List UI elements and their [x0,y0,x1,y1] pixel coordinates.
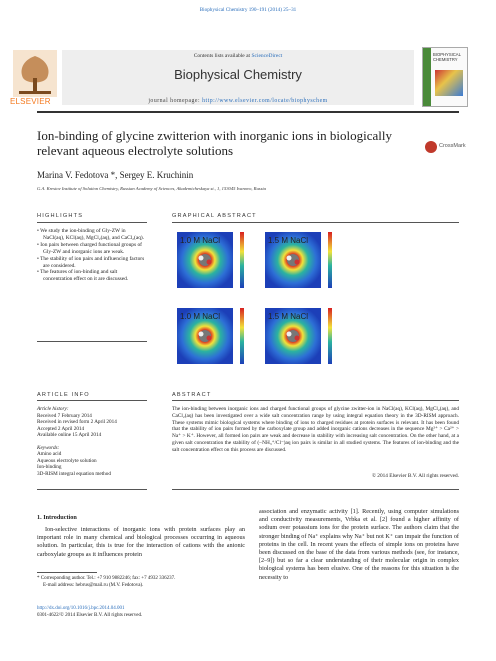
article-info-bottom-rule [37,489,147,490]
history-item: Accepted 2 April 2014 [37,425,85,432]
abstract-copyright: © 2014 Elsevier B.V. All rights reserved. [371,473,459,479]
highlight-item: • The features of ion-binding and salt concentration effect on it are discussed. [37,269,147,283]
affiliation: G.A. Krestov Institute of Solution Chemistry, Russian Academy of Sciences, Akademicheskaya st., 1, 153045 Ivanovo, Russia [37,186,266,191]
highlight-item: • The stability of ion pairs and influencing factors are considered. [37,256,147,270]
issn-line: 0301-4622/© 2014 Elsevier B.V. All rights reserved. [37,612,143,618]
history-item: Received 7 February 2014 [37,412,92,419]
authors[interactable]: Marina V. Fedotova *, Sergey E. Kruchinin [37,170,194,180]
keyword: Amino acid [37,451,62,457]
abstract-text: The ion-binding between inorganic ions and charged functional groups of glycine zwitter-ion in NaCl(aq), KCl(aq), MgCl₂(aq), and CaCl₂(aq) has been investigated over a wide salt concentration range by using integral equation theory in the 3D-RISM approach. These systems mimic biological systems where binding of ions to charged residues at protein surfaces is relevant. It has been found that the stability of ion pairs formed by the carboxylate group and added inorganic cations decreases in the sequence Mg²⁺ > Ca²⁺ > Na⁺ > K⁺. However, all formed ion pairs are weak and decrease in stability with increasing salt concentration. On the other hand, at a given salt concentration the stability of (−NH₃⁺/Cl⁻)aq ion pairs is similar in all studied systems. The features of ion-binding and the salt concentration effect on this process are discussed. [172,406,459,453]
email-line[interactable]: E-mail address: hebrus@mail.ru (M.V. Fedotova). [43,582,144,588]
article-info-rule [37,400,147,401]
cover-image [435,70,463,96]
graphical-abstract-rule [172,222,459,223]
ga-panel-label: 1.0 M NaCl [180,312,221,321]
cover-title: BIOPHYSICAL CHEMISTRY [433,52,461,62]
graphical-abstract-label: GRAPHICAL ABSTRACT [172,213,257,219]
journal-citation[interactable]: Biophysical Chemistry 190–191 (2014) 25–31 [199,7,297,13]
highlights-label: HIGHLIGHTS [37,213,84,219]
homepage-prefix: journal homepage: [148,98,203,104]
article-info-label: ARTICLE INFO [37,392,90,398]
crossmark-icon [425,141,437,153]
contents-line [62,53,414,59]
highlight-item: • We study the ion-binding of Gly-ZW in NaCl(aq), KCl(aq), MgCl₂(aq), and CaCl₂(aq). [37,228,147,242]
header-rule [37,111,459,113]
abstract-rule [172,400,459,401]
article-title: Ion-binding of glycine zwitterion with inorganic ions in biologically relevant aqueous electrolyte solutions [37,128,393,158]
crossmark-button[interactable] [425,138,465,158]
page-footer [37,606,245,619]
sciencedirect-link[interactable]: ScienceDirect [251,53,283,59]
highlights-rule [37,222,147,223]
keywords-label: Keywords: [37,444,60,451]
highlights-bottom-rule [37,341,147,342]
publisher-name: ELSEVIER [10,97,51,106]
ga-panel-label: 1.5 M NaCl [268,236,309,245]
footnote-rule [37,572,97,573]
article-info [37,406,147,477]
corresponding-author: * Corresponding author. Tel.: +7 910 9882246; fax: +7 4932 336237. [37,576,176,581]
abstract-bottom-rule [172,489,459,490]
footnote [37,576,245,589]
contents-prefix: Contents lists available at [193,53,252,59]
introduction-heading: 1. Introduction [37,514,77,521]
cover-spine [423,48,431,106]
history-label: Article history: [37,406,69,412]
highlights-list [37,228,147,283]
keyword: Ion-binding [37,464,62,470]
journal-name: Biophysical Chemistry [174,67,302,82]
doi-link[interactable]: http://dx.doi.org/10.1016/j.bpc.2014.04.001 [37,606,125,611]
journal-homepage [62,98,414,104]
history-item: Received in revised form 2 April 2014 [37,419,117,425]
keyword: 3D-RISM integral equation method [37,470,111,477]
ga-panel-label: 1.5 M NaCl [268,312,309,321]
keyword: Aqueous electrolyte solution [37,457,97,464]
introduction-col2: association and enzymatic activity [1]. Recently, using computer simulations and conductivity measurements, Vrbka et al. [2] found a higher affinity of sodium over potassium ions for the protein surface. The authors claim that the stronger binding of Na⁺ explains why Na⁺ but not K⁺ can impair the function of proteins in the cell. In recent years the effects of simple ions on proteins have been discussed on the base of the data from various methods (see, for instance, [2–9]) but so far a clear understanding of their molecular origin in complex biological systems has been elusive. One of the reasons for this situation is the necessity to [259,508,459,581]
abstract-label: ABSTRACT [172,392,212,398]
history-item: Available online 15 April 2014 [37,432,102,438]
crossmark-label: CrossMark [439,143,466,149]
highlight-item: • Ion pairs between charged functional groups of Gly-ZW and inorganic ions are weak. [37,242,147,256]
ga-panel-label: 1.0 M NaCl [180,236,221,245]
journal-cover-thumbnail[interactable] [422,47,468,107]
homepage-link[interactable]: http://www.elsevier.com/locate/biophyschem [202,98,328,104]
graphical-abstract-figure[interactable] [172,228,459,374]
introduction-col1: Ion-selective interactions of inorganic ions with protein surfaces play an important role in many chemical and biological processes occurring in aqueous solution. In particular, this is true for the interaction of cations with the anionic carboxylate groups as it influences protein [37,526,245,558]
